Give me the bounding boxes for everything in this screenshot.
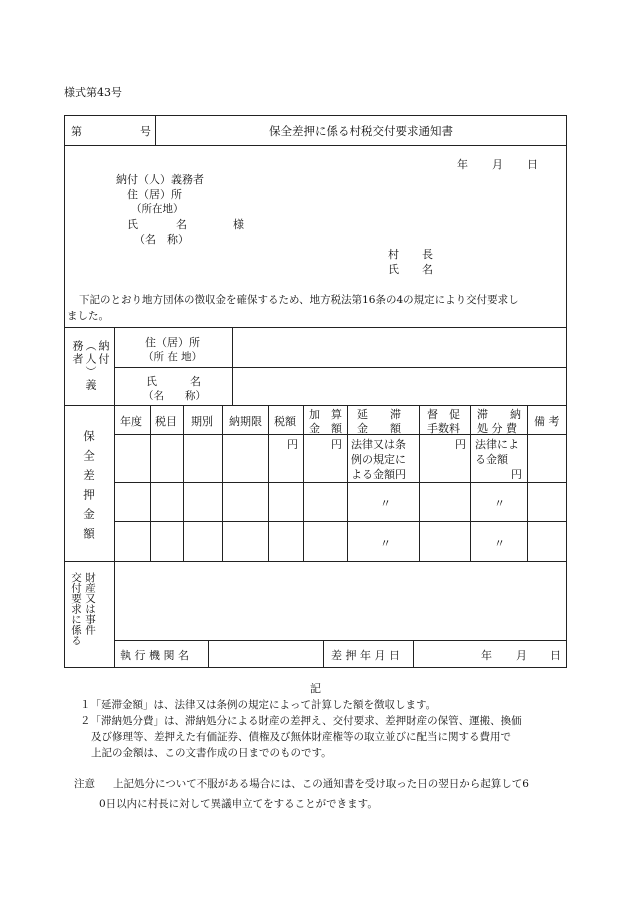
divider [527, 405, 528, 561]
divider [114, 640, 567, 641]
divider [64, 667, 567, 668]
obligor-address-label-1: 住（居）所 [145, 336, 200, 349]
divider [232, 327, 233, 405]
divider [64, 327, 567, 328]
addressee-line2: 住（居）所 [127, 188, 182, 201]
sender-cho: 長 [422, 248, 433, 261]
sender-mura: 村 [388, 248, 399, 261]
divider [470, 405, 471, 561]
obligor-address-label-2: （所 在 地） [143, 351, 203, 363]
ditto-mark: 〃 [494, 497, 505, 510]
col-header-due-date: 納期限 [229, 415, 262, 428]
footer-label: 注意 [74, 778, 95, 790]
disposition-note-1: 法律によ [475, 438, 519, 451]
date-day: 日 [527, 158, 538, 171]
divider [183, 405, 184, 561]
footer-text-line2: 0日以内に村長に対して異議申立てをすることができます。 [99, 798, 378, 810]
property-side-label-2: 交付要求に係る [70, 572, 82, 646]
note-2-line2: 及び修理等、差押えた有価証券、債権及び無体財産権等の取立並びに配当に関する費用で [91, 731, 511, 743]
delay-note-1: 法律又は条 [351, 438, 406, 451]
divider [413, 640, 414, 667]
divider [64, 145, 567, 146]
col-header-prompt-2: 手数料 [427, 422, 460, 435]
ditto-mark: 〃 [380, 537, 391, 550]
addressee-line5: （名 称） [134, 233, 189, 246]
yen-unit: 円 [511, 468, 522, 481]
form-number: 様式第43号 [64, 86, 122, 99]
divider [114, 367, 567, 368]
yen-unit: 円 [331, 438, 342, 451]
delay-note-2: 例の規定に [351, 453, 406, 466]
notes-heading: 記 [310, 682, 321, 695]
note-2-line3: 上記の金額は、この文書作成の日までのものです。 [91, 747, 332, 759]
col-header-delay-1: 延 滞 [357, 408, 401, 421]
obligor-side-label: 納付（人）義務者 [71, 340, 110, 392]
disposition-note-2: る金額 [475, 453, 508, 466]
addressee-name-a: 氏 [127, 218, 138, 231]
col-header-disposition-1: 滞 納 [477, 408, 521, 421]
col-header-remarks: 備 考 [534, 415, 560, 428]
sender-shi: 氏 [388, 263, 399, 276]
seizure-month: 月 [516, 649, 527, 662]
divider [114, 327, 115, 405]
divider [64, 561, 567, 562]
seizure-date-label: 差 押 年 月 日 [331, 649, 400, 662]
col-header-additional-2: 金 額 [309, 422, 342, 435]
addressee-name-b: 名 [176, 218, 187, 231]
col-header-additional-1: 加 算 [309, 408, 342, 421]
date-year: 年 [457, 158, 468, 171]
property-side-label-1: 財産又は事件 [84, 572, 96, 635]
yen-unit: 円 [287, 438, 298, 451]
divider [114, 482, 567, 483]
header-go: 号 [140, 125, 151, 138]
col-header-delay-2: 金 額 [357, 422, 401, 435]
date-month: 月 [492, 158, 503, 171]
divider [208, 640, 209, 667]
divider [419, 405, 420, 561]
sender-mei: 名 [422, 263, 433, 276]
col-header-disposition-2: 処 分 費 [477, 422, 517, 435]
divider [222, 405, 223, 561]
divider [155, 115, 156, 145]
ditto-mark: 〃 [494, 537, 505, 550]
header-dai: 第 [71, 125, 82, 138]
divider [114, 405, 115, 561]
obligor-name-label-2: （名 称） [143, 390, 206, 402]
seizure-year: 年 [481, 649, 492, 662]
divider [323, 640, 324, 667]
seizure-day: 日 [550, 649, 561, 662]
divider [347, 405, 348, 561]
ditto-mark: 〃 [380, 497, 391, 510]
col-header-prompt-1: 督 促 [427, 408, 460, 421]
col-header-tax-amount: 税額 [274, 415, 296, 428]
obligor-name-label-1a: 氏 [146, 375, 157, 388]
col-header-period: 期別 [191, 415, 213, 428]
body-text-line2: ました。 [67, 310, 109, 322]
divider [114, 521, 567, 522]
obligor-name-label-1b: 名 [190, 375, 201, 388]
divider [114, 561, 115, 667]
note-2-line1: ２「滞納処分費」は、滞納処分による財産の差押え、交付要求、差押財産の保管、運搬、換価 [80, 715, 522, 727]
agency-label: 執 行 機 関 名 [120, 649, 189, 662]
addressee-sama: 様 [233, 218, 244, 231]
addressee-line1: 納付（人）義務者 [116, 173, 204, 186]
body-text-line1: 下記のとおり地方団体の徴収金を確保するため、地方税法第16条の4の規定により交付要求し [79, 294, 519, 306]
col-header-year: 年度 [120, 415, 142, 428]
col-header-tax-item: 税目 [155, 415, 177, 428]
divider [268, 405, 269, 561]
divider [303, 405, 304, 561]
addressee-line3: （所在地） [131, 203, 184, 215]
delay-note-3: よる金額円 [351, 468, 406, 481]
amount-side-label: 保全差押金額 [82, 430, 96, 547]
document-title: 保全差押に係る村税交付要求通知書 [269, 124, 453, 138]
yen-unit: 円 [455, 438, 466, 451]
divider [150, 405, 151, 561]
note-1: １「延滞金額」は、法律又は条例の規定によって計算した額を徴収します。 [80, 699, 437, 711]
footer-text-line1: 上記処分について不服がある場合には、この通知書を受け取った日の翌日から起算して6 [113, 778, 529, 790]
